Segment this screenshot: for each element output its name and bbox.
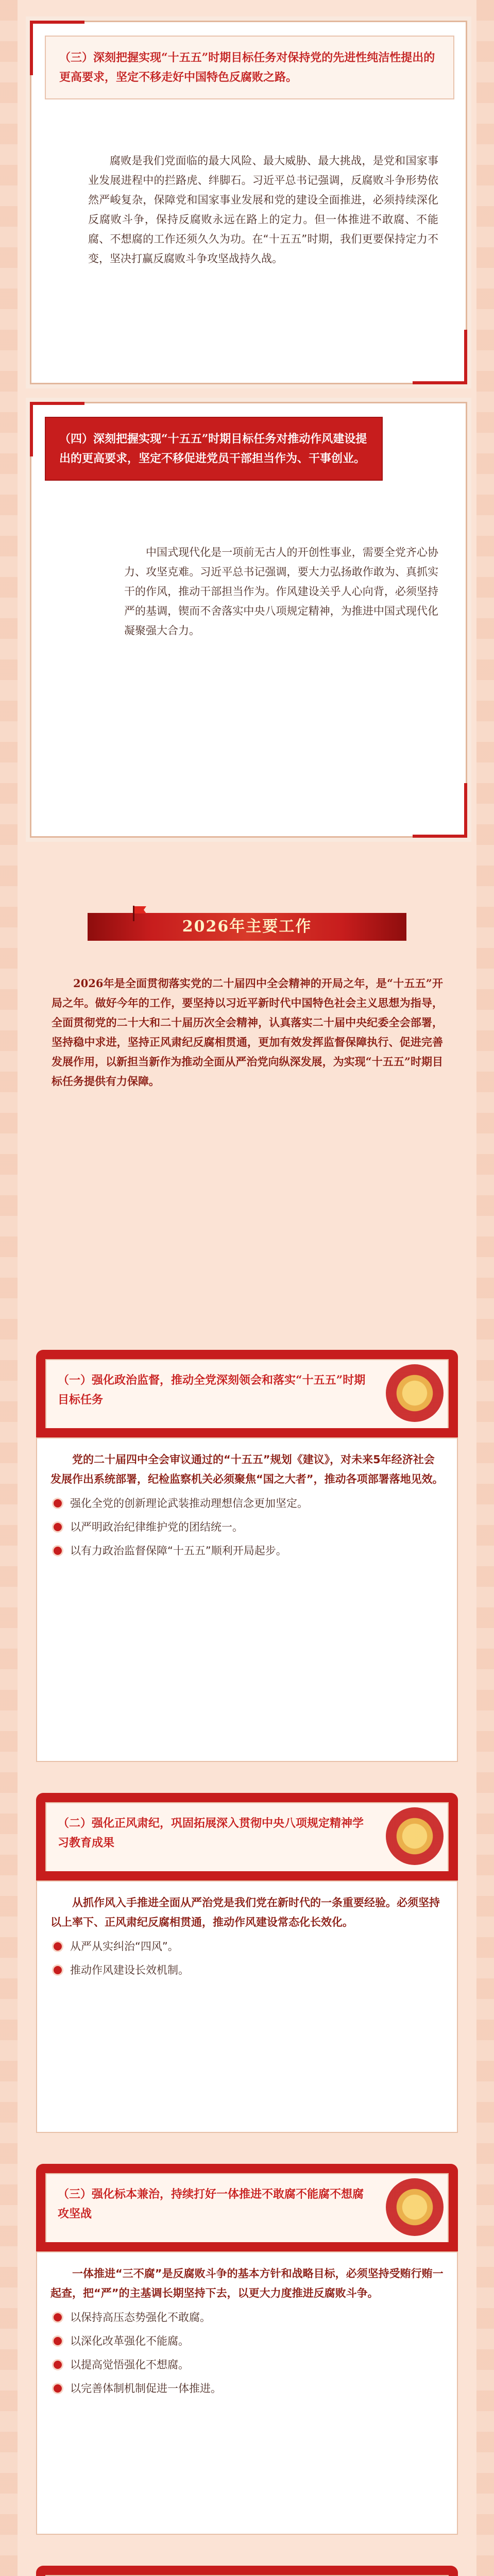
intro-body-4: 中国式现代化是一项前无古人的开创性事业，需要全党齐心协力、攻坚克难。习近平总书记强调，要大力弘扬敢作敢为、真抓实干的作风，推动干部担当作为。作风建设关乎人心向背，必须坚持严的基调，锲而不舍落实中央八项规定精神，为推进中国式现代化凝聚强大合力。 [124, 546, 438, 637]
bullet-item: 从严从实纠治“四风”。 [50, 1937, 444, 1956]
section-body [36, 2251, 458, 2535]
section-header [36, 1350, 458, 1448]
work-section-2 [36, 1793, 458, 2133]
intro-card-4 [30, 402, 467, 838]
bullet-list [37, 1494, 457, 1575]
intro-body-3: 腐败是我们党面临的最大风险、最大威胁、最大挑战，是党和国家事业发展进程中的拦路虎、绊脚石。习近平总书记强调，反腐败斗争形势依然严峻复杂，保障党和国家事业发展和党的建设全面推进，必须持续深化反腐败斗争，保持反腐败永远在路上的定力。但一体推进不敢腐、不能腐、不想腐的工作还须久久为功。在“十五五”时期，我们更要保持定力不变，坚决打赢反腐败斗争攻坚战持久战。 [88, 155, 438, 265]
section-body [36, 1437, 458, 1762]
bullet-item: 以完善体制机制促进一体推进。 [50, 2379, 444, 2398]
work-section-4 [36, 2566, 458, 2576]
section-header [36, 2164, 458, 2262]
section-body [36, 1880, 458, 2133]
bullet-item: 以严明政治纪律维护党的团结统一。 [50, 1518, 444, 1536]
right-decor [476, 0, 494, 2576]
bullet-list [37, 1937, 457, 1995]
section-lead: 从抓作风入手推进全面从严治党是我们党在新时代的一条重要经验。必须坚持以上率下、正风肃纪反腐相贯通，推动作风建设常态化长效化。 [50, 1896, 440, 1928]
section-title: （二）强化正风肃纪，巩固拓展深入贯彻中央八项规定精神学习教育成果 [45, 1802, 449, 1871]
seal-decoration [386, 2178, 444, 2236]
intro-title-3: （三）深刻把握实现“十五五”时期目标任务对保持党的先进性纯洁性提出的更高要求，坚定不移走好中国特色反腐败之路。 [45, 36, 454, 99]
work-section-3 [36, 2164, 458, 2535]
bullet-item: 以提高觉悟强化不想腐。 [50, 2355, 444, 2374]
section-title: （一）强化政治监督，推动全党深刻领会和落实“十五五”时期目标任务 [45, 1359, 449, 1428]
bullet-item: 以有力政治监督保障“十五五”顺利开局起步。 [50, 1541, 444, 1560]
left-decor [0, 0, 18, 2576]
section-header [36, 1793, 458, 1891]
bullet-item: 以保持高压态势强化不敢腐。 [50, 2308, 444, 2327]
intro-card-3 [30, 21, 467, 384]
section-title: （三）强化标本兼治，持续打好一体推进不敢腐不能腐不想腐攻坚战 [45, 2173, 449, 2242]
intro-title-4: （四）深刻把握实现“十五五”时期目标任务对推动作风建设提出的更高要求，坚定不移促进党员干部担当作为、干事创业。 [45, 417, 383, 481]
section-header [36, 2566, 458, 2576]
summary-text: 2026年是全面贯彻落实党的二十届四中全会精神的开局之年，是“十五五”开局之年。做好今年的工作，要坚持以习近平新时代中国特色社会主义思想为指导，全面贯彻党的二十大和二十届历次全会精神，认真落实二十届中央纪委全会部署，坚持稳中求进，坚持正风肃纪反腐相贯通，更加有效发挥监督保障执行、促进完善发展作用，以新担当新作为推动全面从严治党向纵深发展，为实现“十五五”时期目标任务提供有力保障。 [52, 977, 443, 1088]
bullet-item: 推动作风建设长效机制。 [50, 1961, 444, 1979]
section-lead: 党的二十届四中全会审议通过的“十五五”规划《建议》，对未来5年经济社会发展作出系统部署，纪检监察机关必须聚焦“国之大者”，推动各项部署落地见效。 [50, 1453, 444, 1485]
section-banner [88, 902, 406, 948]
banner-title: 2026年主要工作 [182, 918, 312, 936]
bullet-list [37, 2308, 457, 2413]
section-lead: 一体推进“三不腐”是反腐败斗争的基本方针和战略目标，必须坚持受贿行贿一起查，把“严”的主基调长期坚持下去，以更大力度推进反腐败斗争。 [50, 2267, 444, 2299]
seal-decoration [386, 1807, 444, 1865]
seal-decoration [386, 1364, 444, 1422]
bullet-item: 强化全党的创新理论武装推动理想信念更加坚定。 [50, 1494, 444, 1513]
work-section-1 [36, 1350, 458, 1762]
bullet-item: 以深化改革强化不能腐。 [50, 2332, 444, 2350]
